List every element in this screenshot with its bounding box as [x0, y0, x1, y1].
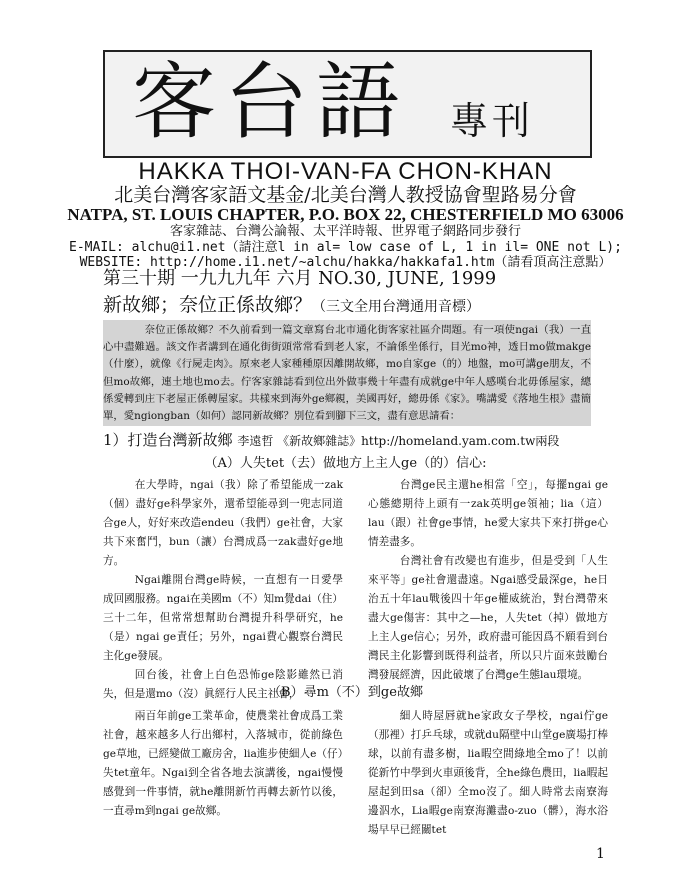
headline-title: 新故鄉；奈位正係故鄉？ [103, 294, 313, 316]
paragraph: 台灣ge民主還he相當「空」，每擺ngai ge心態總期待上頭有一zak英明ge領袖；lia（這）lau（跟）社會ge事情，he愛大家共下來打拼ge心情差盡多。 [368, 479, 608, 548]
paragraph: Ngai離開台灣ge時候，一直想有一日愛學成回國服務。ngai在美國m（不）知m覺dai（住）三十二年，但常常想幫助台灣提升科學研究，he（是）ngai ge責任；另外，ngai費心觀察台灣民主化ge發展。 [103, 574, 343, 662]
headline-note: （三文全用台灣通用音標） [312, 299, 481, 315]
paragraph: 回台後，社會上白色恐怖ge陰影雖然已消失，但是還mo（沒）眞經行人民主社會， [103, 669, 343, 700]
masthead-subtitle: 專刊 [450, 99, 535, 143]
paragraph: 兩百年前ge工業革命，使農業社會成爲工業社會，越來越多人行出鄉村，入落城市，從前綠色ge草地，已經變做工廠房舍，lia進步使細人e（仔）失tet童年。Ngai到全省各地去演講後，ngai慢慢感覺到一件事情，就he離開新竹再轉去新竹以後，一直尋m到ngai ge故鄉。 [103, 710, 343, 817]
section-1-heading [103, 430, 559, 451]
section-1-title: 1）打造台灣新故鄉 [103, 431, 233, 449]
paragraph: 在大學時，ngai（我）除了希望能成一zak（個）盡好ge科學家外，還希望能尋到一兜志同道合ge人，好好來改造endeu（我們）ge社會，大家共下來奮鬥，bun（讓）台灣成爲一zak盡好ge地方。 [103, 479, 343, 567]
mailing-address: NATPA, ST. LOUIS CHAPTER, P.O. BOX 22, CHESTERFIELD MO 63006 [67, 205, 624, 224]
intro-text: 奈位正係故鄉？不久前看到一篇文章寫台北市通化街客家社區介問題。有一項使ngai（我）一直心中盡難過。該文作者講到在通化街街頭常常看到老人家，不論係坐係行，目光mo神，透日mo做makge（什麼），就像《行屍走肉》。原來老人家種種原因離開故鄉，mo自家ge（的）地盤，mo可講ge朋友，不但mo故鄉，連土地也mo去。佇客家雜誌看到位出外做事幾十年盡有成就ge中年人感嘆台北毋係屋家，總係愛轉到庄下老屋正係轉屋家。共樣來到海外ge鄉親，美國再好，總毋係《家》。嘴講愛《落地生根》盡簡單，愛ngiongban（如何）認同新故鄉？別位看到腳下三文，盡有意思請看： [103, 324, 591, 423]
publisher-line: 北美台灣客家語文基金/北美台灣人教授協會聖路易分會 [114, 184, 577, 206]
intro-box [103, 320, 591, 426]
website-line: WEBSITE: http://home.i1.net/~alchu/hakka/hakkafa1.htm（請看頂高注意點） [79, 255, 612, 270]
column-b-right [368, 707, 608, 840]
romanized-title: HAKKA THOI-VAN-FA CHON-KHAN [138, 158, 553, 185]
column-a-left [103, 476, 343, 704]
page-number: 1 [596, 846, 605, 862]
section-1-byline: 李遠哲 《新故鄉雜誌》http://homeland.yam.com.tw兩段 [237, 434, 560, 448]
paragraph: 台灣社會有改變也有進步，但是受到「人生來平等」ge社會還盡遠。Ngai感受最深ge，he日治五十年lau戰後四十年ge權威統治，對台灣帶來盡大ge傷害：其中之—he，人失tet（掉）做地方上主人ge信心；另外，政府盡可能因爲不願看到台灣民主化影響到既得利益者，所以只片面來鼓勵台灣發展經濟，因此破壞了台灣ge生態lau環境。 [368, 555, 608, 681]
issue-line: 第三十期 一九九九年 六月 NO.30, JUNE, 1999 [103, 268, 497, 289]
subsection-a-heading: （A）人失tet（去）做地方上主人ge（的）信心: [204, 456, 487, 471]
distribution-line: 客家雜誌、台灣公論報、太平洋時報、世界電子網路同步發行 [169, 224, 521, 239]
article-headline [103, 293, 480, 319]
column-a-right [368, 476, 608, 685]
column-b-left [103, 707, 343, 821]
paragraph: 細人時屋唇就he家政女子學校，ngai佇ge（那裡）打乒乓球，或就du隔壁中山堂ge廣場打棒球，以前有盡多樹，lia暇空間綠地全mo了！以前從新竹中學到火車頭後背，全he綠色農田，lia暇起屋起到田sa（卻）全mo沒了。細人時常去南寮海邊泅水，Lia暇ge南寮海灘盡o-zuo（髒），海水浴場早早已經關tet [368, 710, 608, 836]
subsection-b-heading: （B）尋m（不）到ge故鄉 [268, 685, 423, 700]
masthead-title: 客台語 [132, 53, 409, 151]
email-line: E-MAIL: alchu@i1.net（請注意l in al= low case of L, 1 in il= ONE not L); [69, 240, 622, 255]
